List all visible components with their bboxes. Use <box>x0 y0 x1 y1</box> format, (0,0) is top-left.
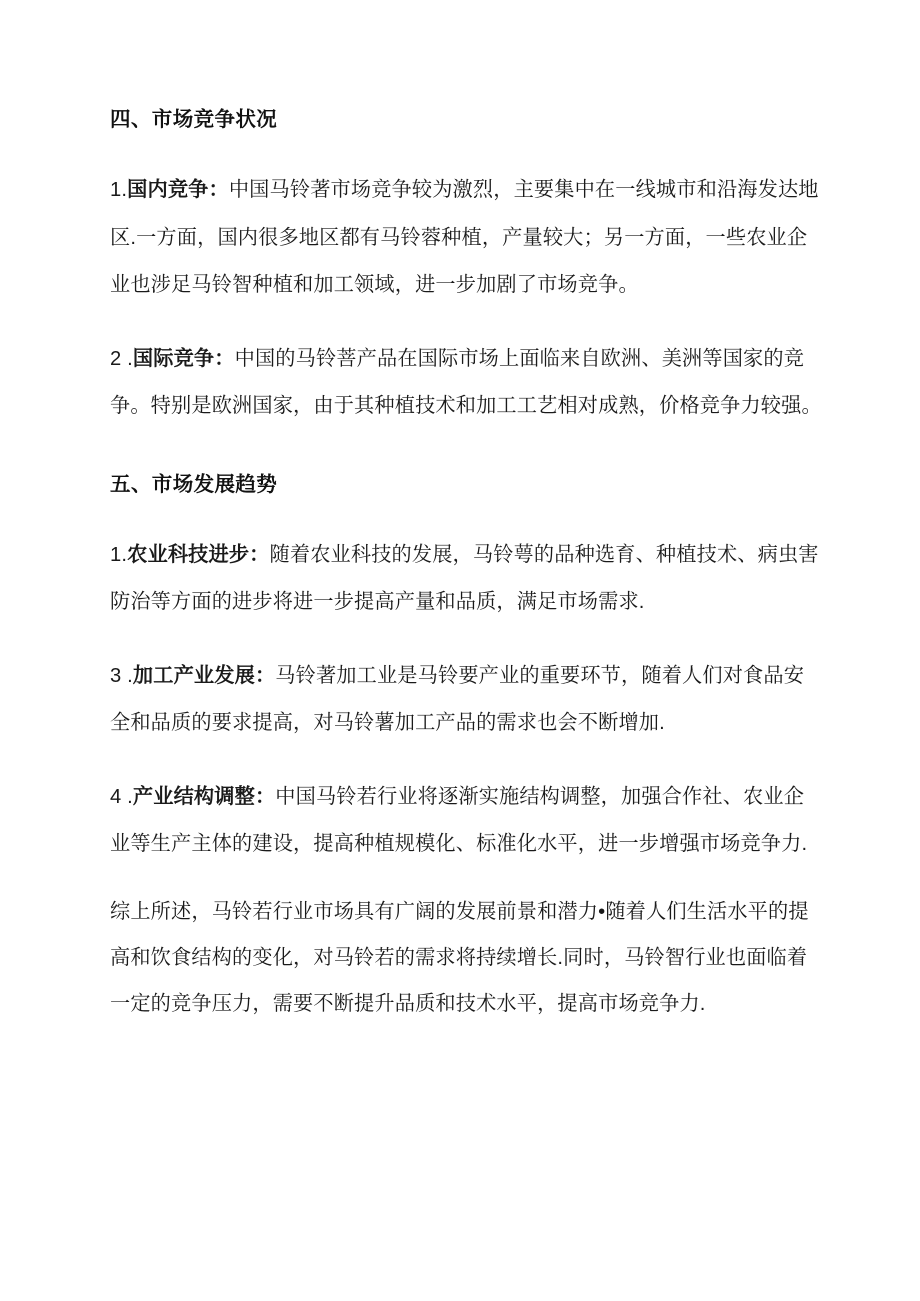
list-item <box>110 774 822 869</box>
list-item-body: 马铃著加工业是马铃要产业的重要环节，随着人们对食品安全和品质的要求提高，对马铃薯加工产品的需求也会不断增加. <box>110 664 805 734</box>
list-item-number: 1. <box>110 543 128 566</box>
list-item-separator: ： <box>249 543 270 566</box>
section-heading-market-competition: 四、市场竞争状况 <box>110 108 278 131</box>
list-item <box>110 653 822 748</box>
list-item <box>110 532 822 627</box>
list-item-separator: ： <box>214 347 235 370</box>
list-item-number: 4 . <box>110 785 133 808</box>
list-item-separator: ： <box>254 785 276 808</box>
list-item-body: 中国马铃著市场竞争较为激烈，主要集中在一线城市和沿海发达地区.一方面，国内很多地区都有马铃蓉种植，产量较大；另一方面，一些农业企业也涉足马铃智种植和加工领域，进一步加剧了市场竞争。 <box>110 179 819 296</box>
list-item-number: 2 . <box>110 347 133 370</box>
list-item-label: 国际竞争 <box>132 347 215 370</box>
list-item-body: 中国的马铃菩产品在国际市场上面临来自欧洲、美洲等国家的竞争。特别是欧洲国家，由于其种植技术和加工工艺相对成熟，价格竞争力较强。 <box>110 347 822 417</box>
list-item <box>110 336 822 431</box>
list-item-label: 加工产业发展 <box>132 664 255 687</box>
list-item-number: 1. <box>110 179 128 201</box>
list-item-label: 国内竞争 <box>127 179 209 201</box>
list-item <box>110 167 822 310</box>
section-heading-market-trends: 五、市场发展趋势 <box>110 472 278 496</box>
list-item-separator: ： <box>208 179 229 201</box>
list-item-label: 产业结构调整 <box>132 785 255 808</box>
list-item-body: 中国马铃若行业将逐渐实施结构调整，加强合作社、农业企业等生产主体的建设，提高种植规模化、标准化水平，进一步增强市场竞争力. <box>110 785 808 855</box>
document-content <box>110 96 822 1027</box>
list-item-label: 农业科技进步 <box>127 543 250 566</box>
list-item-body: 随着农业科技的发展，马铃萼的品种选育、种植技术、病虫害防治等方面的进步将进一步提高产量和品质，满足市场需求. <box>110 543 819 613</box>
list-item-separator: ： <box>254 664 276 687</box>
list-item-number: 3 . <box>110 664 133 687</box>
conclusion-paragraph: 综上所述，马铃若行业市场具有广阔的发展前景和潜力•随着人们生活水平的提高和饮食结构的变化，对马铃若的需求将持续增长.同时，马铃智行业也面临着一定的竞争压力，需要不断提升品质和技术水平，提高市场竞争力. <box>110 900 809 1015</box>
